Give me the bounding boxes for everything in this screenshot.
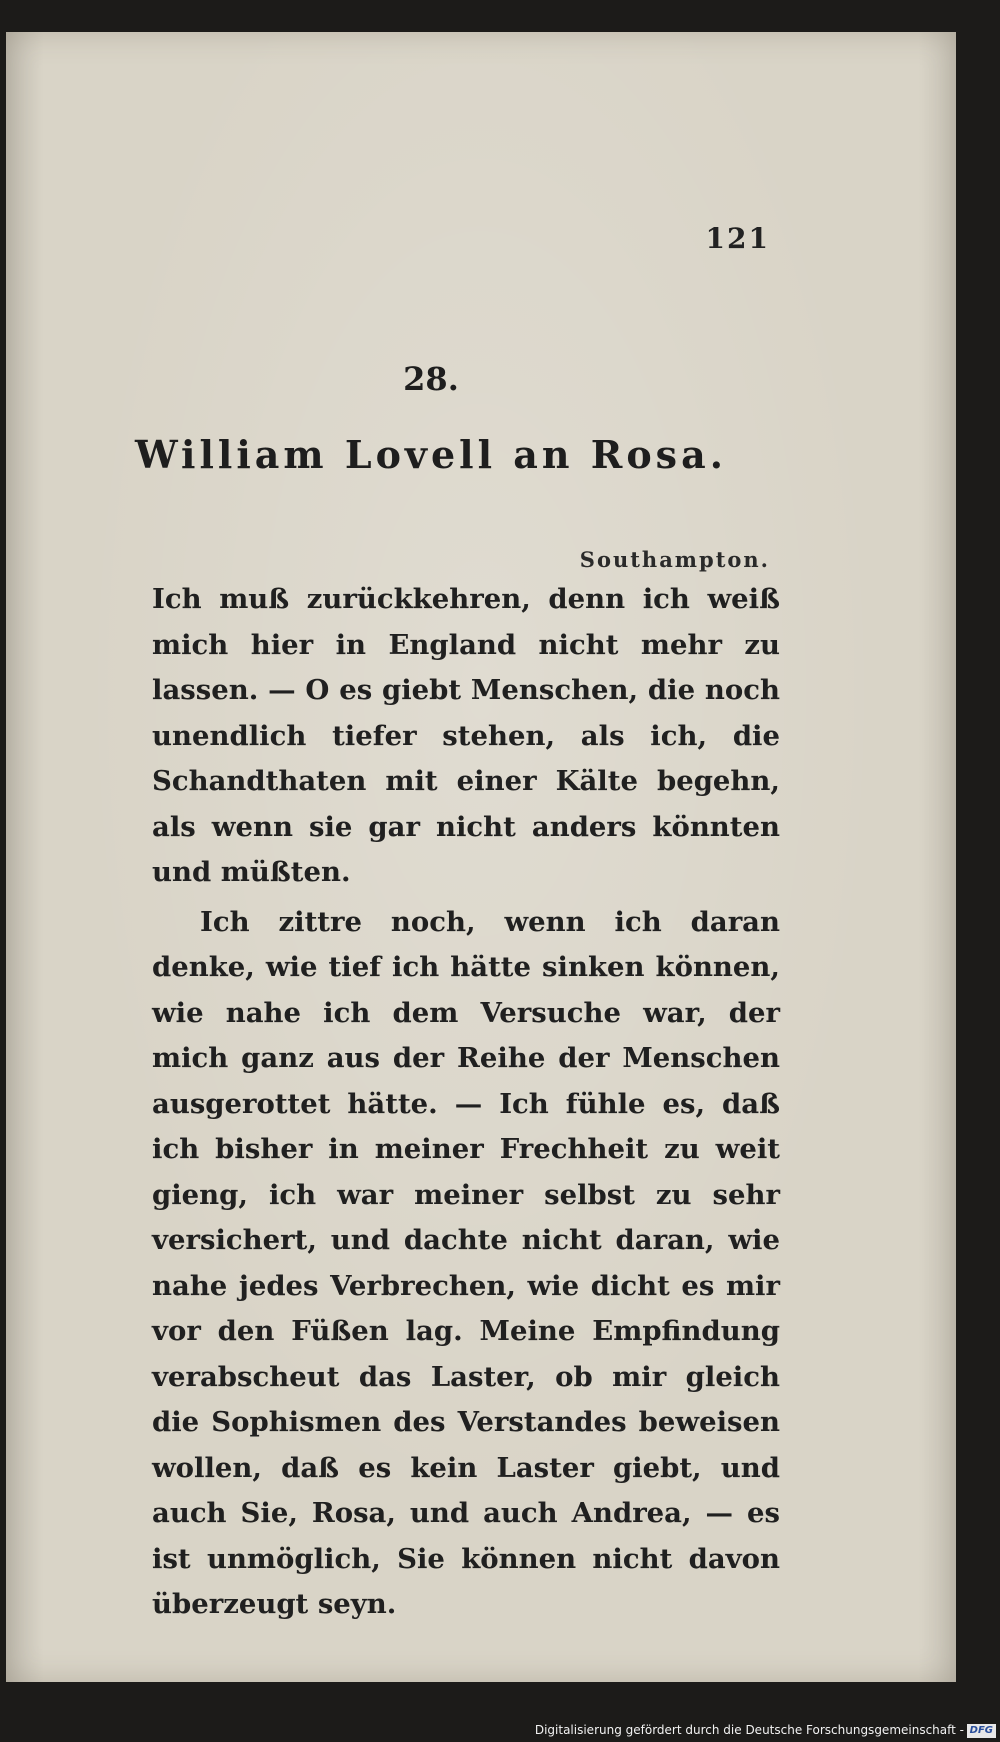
letter-number: 28. bbox=[403, 360, 459, 398]
paragraph-2: Ich zittre noch, wenn ich daran denke, wie tief ich hätte sinken können, wie nahe ich dem Versuche war, der mich ganz aus der Reihe der Menschen ausgerottet hätte. — Ich fühle es, daß ich bisher in meiner Frechheit zu weit gieng, ich war meiner selbst zu sehr versichert, und dachte nicht daran, wie nahe jedes Verbrechen, wie dicht es mir vor den Füßen lag. Meine Empfindung verabscheut das Laster, ob mir gleich die Sophismen des Verstandes beweisen wollen, daß es kein Laster giebt, und auch Sie, Rosa, und auch Andrea, — es ist unmöglich, Sie können nicht davon überzeugt seyn. bbox=[152, 905, 780, 1620]
page-number: 121 bbox=[705, 222, 770, 255]
letter-place: Southampton. bbox=[579, 547, 770, 572]
paragraph-1: Ich muß zurückkehren, denn ich weiß mich hier in England nicht mehr zu lassen. — O es giebt Menschen, die noch unendlich tiefer stehen, als ich, die Schandthaten mit einer Kälte begehn, als wenn sie gar nicht anders könnten und müßten. bbox=[152, 583, 780, 888]
footer-bar bbox=[0, 1716, 1000, 1742]
letter-title: William Lovell an Rosa. bbox=[135, 432, 727, 477]
book-page bbox=[6, 32, 956, 1682]
dfg-logo-icon: DFG bbox=[967, 1724, 996, 1738]
digitization-credit: Digitalisierung gefördert durch die Deutsche Forschungsgemeinschaft - bbox=[534, 1723, 964, 1737]
letter-body bbox=[152, 577, 780, 1632]
